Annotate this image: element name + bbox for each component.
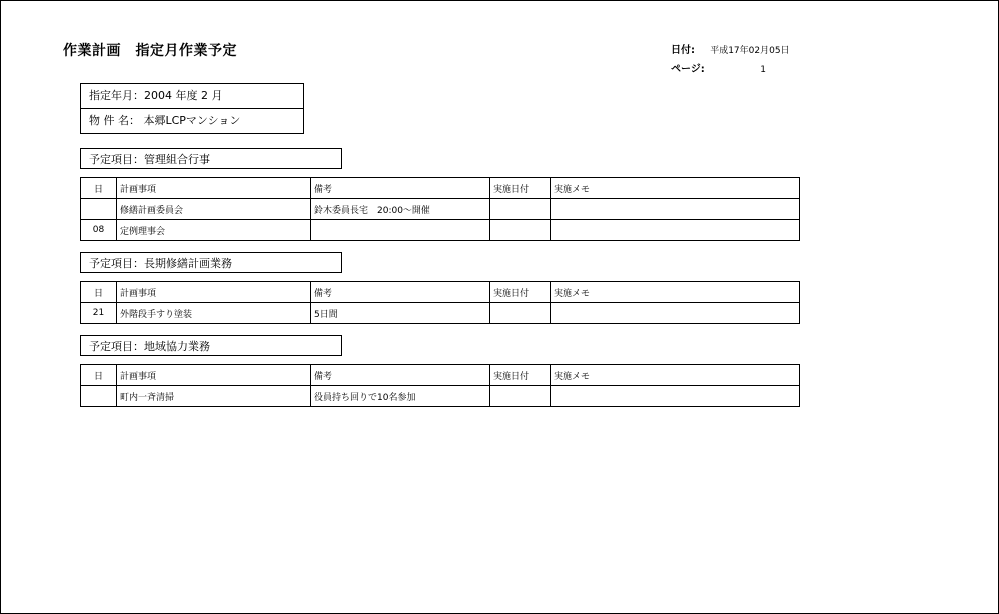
property-name: 物 件 名： 本郷LCPマンション — [81, 108, 303, 133]
col-day: 日 — [81, 178, 117, 199]
col-day: 日 — [81, 282, 117, 303]
col-day: 日 — [81, 365, 117, 386]
date-value: 平成17年02月05日 — [710, 46, 790, 56]
target-month: 指定年月：2004 年度 2 月 — [89, 89, 223, 102]
table-header-row — [81, 365, 800, 386]
col-memo: 実施メモ — [551, 282, 800, 303]
col-memo: 実施メモ — [551, 178, 800, 199]
cell-item: 外階段手すり塗装 — [117, 303, 311, 324]
cell-done-date — [490, 303, 551, 324]
col-memo: 実施メモ — [551, 365, 800, 386]
cell-day: 08 — [81, 220, 117, 241]
col-done-date: 実施日付 — [490, 282, 551, 303]
cell-memo — [551, 199, 800, 220]
col-done-date: 実施日付 — [490, 365, 551, 386]
col-done-date: 実施日付 — [490, 178, 551, 199]
table-row — [81, 303, 800, 324]
cell-day: 21 — [81, 303, 117, 324]
section-heading: 予定項目：地域協力業務 — [80, 335, 342, 356]
section-heading: 予定項目：長期修繕計画業務 — [80, 252, 342, 273]
col-item: 計画事項 — [117, 282, 311, 303]
date-row — [671, 41, 790, 56]
date-label: 日付: — [671, 45, 695, 56]
col-note: 備考 — [311, 178, 490, 199]
table-header-row — [81, 282, 800, 303]
cell-memo — [551, 303, 800, 324]
cell-item: 定例理事会 — [117, 220, 311, 241]
cell-done-date — [490, 199, 551, 220]
table-header-row — [81, 178, 800, 199]
col-note: 備考 — [311, 365, 490, 386]
report-title: 作業計画 指定月作業予定 — [63, 43, 237, 59]
cell-note: 鈴木委員長宅 20:00～開催 — [311, 199, 490, 220]
page-label: ページ: — [671, 64, 705, 75]
col-item: 計画事項 — [117, 178, 311, 199]
cell-item: 修繕計画委員会 — [117, 199, 311, 220]
cell-memo — [551, 220, 800, 241]
plan-table — [80, 177, 800, 241]
table-row — [81, 199, 800, 220]
cell-note: 役員持ち回りで10名参加 — [311, 386, 490, 407]
cell-note — [311, 220, 490, 241]
cell-done-date — [490, 220, 551, 241]
page-row — [671, 60, 766, 75]
cell-day — [81, 386, 117, 407]
col-note: 備考 — [311, 282, 490, 303]
plan-table — [80, 364, 800, 407]
info-box — [80, 83, 304, 134]
table-row — [81, 220, 800, 241]
col-item: 計画事項 — [117, 365, 311, 386]
cell-note: 5日間 — [311, 303, 490, 324]
page-number: 1 — [760, 65, 766, 75]
table-row — [81, 386, 800, 407]
cell-memo — [551, 386, 800, 407]
plan-table — [80, 281, 800, 324]
cell-day — [81, 199, 117, 220]
section-heading: 予定項目：管理組合行事 — [80, 148, 342, 169]
cell-item: 町内一斉清掃 — [117, 386, 311, 407]
cell-done-date — [490, 386, 551, 407]
